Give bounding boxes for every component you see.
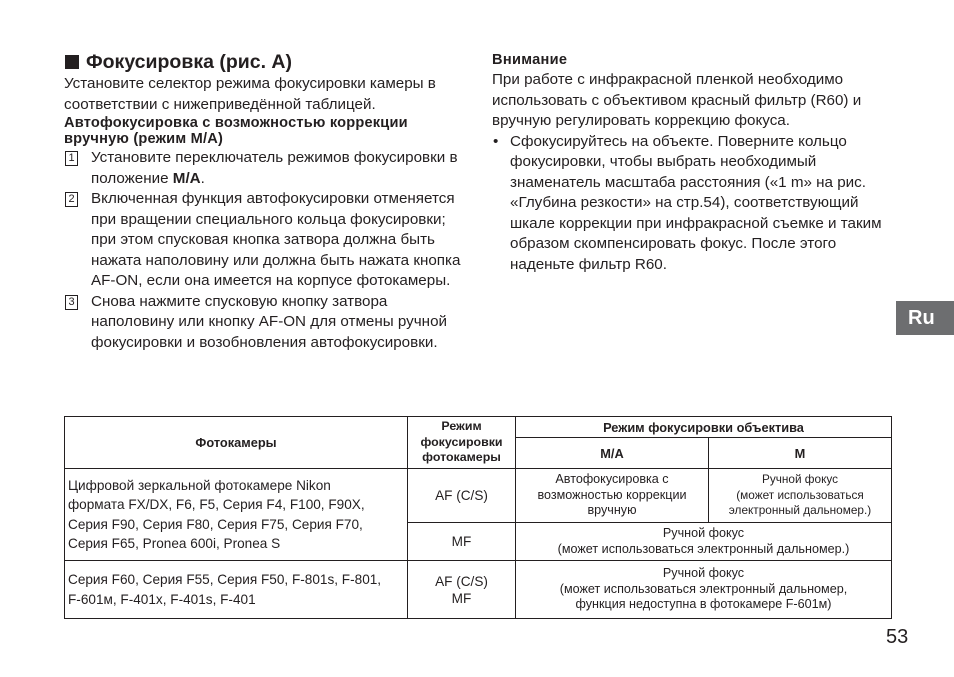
table-header-row [65, 417, 892, 438]
step-text: Снова нажмите спусковую кнопку затвора наполовину или кнопку AF-ON для отмены ручной фокусировки и возобновления автофокусировки. [91, 292, 447, 351]
result-line: (может использоваться электронный дальномер.) [557, 541, 850, 556]
step-number: 1 [65, 151, 78, 166]
result-line: (может использоваться [736, 487, 864, 502]
header-camera-mode [408, 417, 516, 469]
caution-title: Внимание [492, 52, 568, 68]
right-column [492, 50, 892, 275]
result-line: функция недоступна в фотокамере F-601м) [575, 597, 832, 612]
camera-line: Серия F65, Pronea 600i, Pronea S [68, 536, 281, 551]
left-column [64, 50, 464, 353]
camera-line: F-601м, F-401x, F-401s, F-401 [68, 591, 256, 607]
camera-cell [65, 561, 408, 619]
step-text-part: Установите переключатель режимов фокусировки в положение [91, 149, 458, 187]
ma-result-cell [516, 469, 709, 523]
header-m: M [709, 438, 892, 469]
result-line: Ручной фокус [662, 526, 745, 540]
page-number: 53 [886, 626, 909, 648]
table-row [65, 561, 892, 619]
camera-line: Цифровой зеркальной фотокамере Nikon [68, 477, 331, 493]
step-text: Включенная функция автофокусировки отменяется при вращении специального кольца фокусировки; при этом спусковая кнопка затвора должна быть нажата наполовину или должна быть нажата кнопка AF-ON, если она имеется на корпусе фотокамеры. [91, 190, 461, 289]
intro-paragraph: Установите селектор режима фокусировки камеры в соответствии с нижеприведённой таблицей. [64, 75, 436, 113]
square-bullet-icon [65, 55, 79, 69]
bullet-dot-icon: • [493, 132, 499, 150]
header-camera-mode-line: фокусировки [420, 434, 503, 449]
table-row [65, 469, 892, 523]
result-line: (может использоваться электронный дальномер, [559, 581, 848, 596]
mode-line: AF (C/S) [435, 573, 488, 589]
m-result-cell [709, 469, 892, 523]
header-cameras: Фотокамеры [65, 417, 408, 469]
step-text-bold: M/A [172, 169, 201, 187]
caution-bullet [492, 132, 892, 276]
camera-cell [65, 469, 408, 561]
focus-mode-table [64, 416, 892, 619]
header-lens-mode: Режим фокусировки объектива [516, 417, 892, 438]
header-ma: M/A [516, 438, 709, 469]
section-heading-text: Фокусировка (рис. A) [86, 51, 292, 73]
mode-line: MF [451, 590, 472, 606]
caution-text: При работе с инфракрасной пленкой необходимо использовать с объективом красный фильтр (R60) и вручную регулировать коррекцию фокуса. [492, 71, 862, 129]
merged-result-cell [516, 561, 892, 619]
result-line: Ручной фокус [761, 472, 839, 487]
header-camera-mode-line: Режим [441, 419, 482, 434]
camera-line: формата FX/DX, F6, F5, Серия F4, F100, F90X, [68, 497, 365, 512]
step-2 [64, 189, 464, 292]
step-text-end: . [200, 169, 205, 187]
caution-bullet-text: Сфокусируйтесь на объекте. Поверните кольцо фокусировки, чтобы выбрать необходимый знаменатель масштаба расстояния («1 m» на рис. «Глубина резкости» на стр.54), соответствующий шкале коррекции при инфракрасной съемке и таким образом скомпенсировать фокус. После этого наденьте фильтр R60. [510, 132, 882, 273]
step-3 [64, 292, 464, 354]
merged-result-cell [516, 523, 892, 561]
result-line: Автофокусировка с [555, 472, 669, 487]
step-1 [64, 148, 464, 189]
steps-list [64, 148, 464, 353]
camera-mode-cell [408, 561, 516, 619]
section-heading [64, 50, 464, 74]
subheading: Автофокусировка с возможностью коррекции вручную (режим M/A) [64, 115, 408, 147]
camera-line: Серия F90, Серия F80, Серия F75, Серия F70, [68, 516, 363, 532]
result-line: возможностью коррекции [537, 487, 687, 502]
language-tab: Ru [896, 301, 954, 335]
camera-line: Серия F60, Серия F55, Серия F50, F-801s, F-801, [68, 572, 382, 587]
result-line: вручную [587, 503, 637, 518]
result-line: электронный дальномер.) [728, 503, 872, 518]
result-line: Ручной фокус [662, 566, 745, 581]
step-number: 2 [65, 192, 78, 207]
camera-mode-cell: AF (C/S) [408, 469, 516, 523]
step-text [91, 148, 464, 189]
camera-mode-cell: MF [408, 523, 516, 561]
step-number: 3 [65, 295, 78, 310]
header-camera-mode-line: фотокамеры [422, 450, 501, 465]
